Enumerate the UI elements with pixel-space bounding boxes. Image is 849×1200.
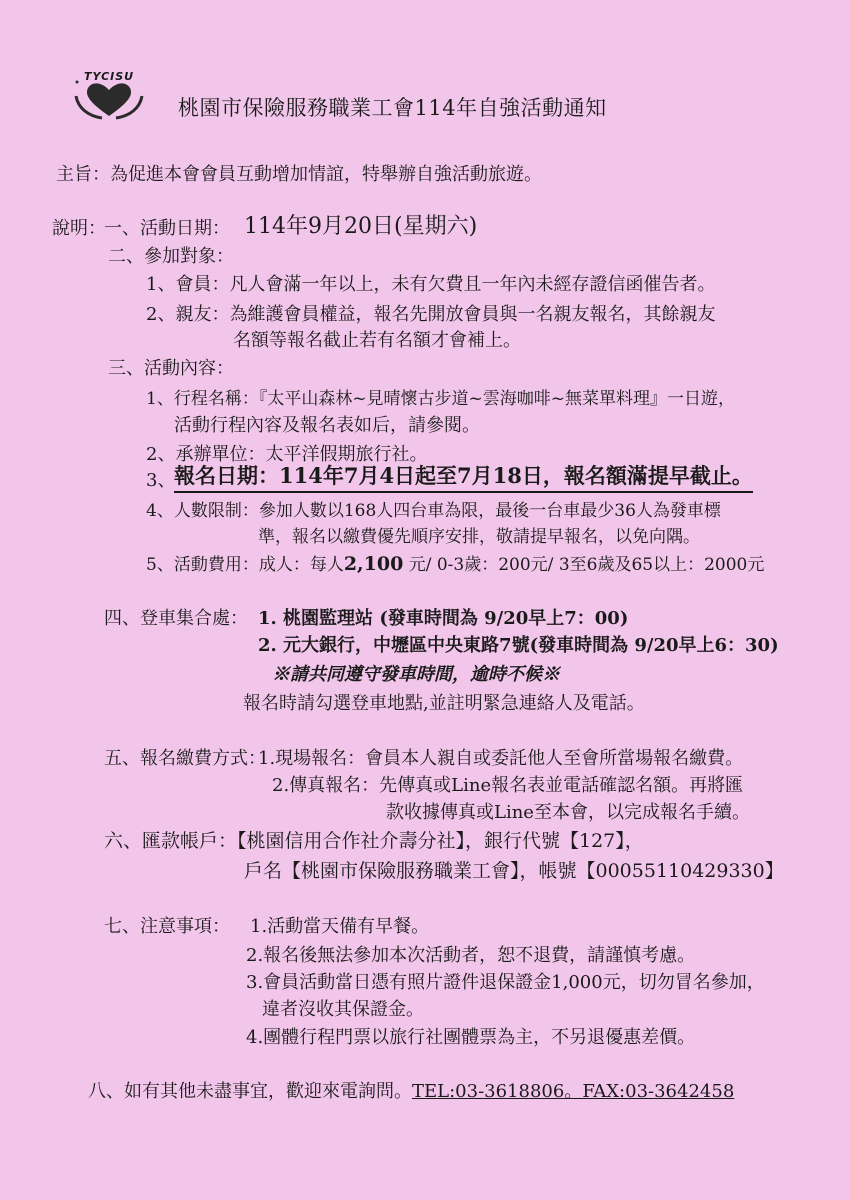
boarding-location-2: 2. 元大銀行，中壢區中央東路7號(發車時間為 9/20早上6：30) [258,635,779,656]
logo-text: TYCISU [84,70,135,83]
participants-relatives-1: 2、親友：為維護會員權益，報名先開放會員與一名親友報名，其餘親友 [146,304,716,325]
note-1: 1.活動當天備有早餐。 [250,916,430,937]
boarding-note: 報名時請勾選登車地點,並註明緊急連絡人及電話。 [243,693,645,714]
note-2: 2.報名後無法參加本次活動者，恕不退費，請謹慎考慮。 [246,945,696,966]
registration-period: 報名日期：114年7月4日起至7月18日，報名額滿提早截止。 [174,460,753,493]
payment-onsite: 1.現場報名：會員本人親自或委託他人至會所當場報名繳費。 [258,748,744,769]
contact-tel-fax: TEL:03-3618806。FAX:03-3642458 [412,1081,735,1102]
remittance-account-2: 戶名【桃園市保險服務職業工會】，帳號【00055110429330】 [244,860,784,882]
note-4: 4.團體行程門票以旅行社團體票為主，不另退優惠差價。 [246,1027,696,1048]
participants-relatives-2: 名額等報名截止若有名額才會補上。 [233,330,521,351]
capacity-limit-1: 4、人數限制：參加人數以168人四台車為限，最後一台車最少36人為發車標 [146,501,721,521]
purpose-text: 主旨：為促進本會會員互動增加情誼，特舉辦自強活動旅遊。 [56,164,542,185]
fees-prefix: 5、活動費用：成人：每人 [146,555,344,575]
date-label: 一、活動日期： [104,218,230,239]
contact-prefix: 八、如有其他未盡事宜，歡迎來電詢問。 [88,1081,412,1102]
registration-num: 3、 [146,470,176,491]
capacity-limit-2: 準，報名以繳費優先順序安排，敬請提早報名，以免向隅。 [258,527,700,547]
fees-suffix: 元/ 0-3歲：200元/ 3至6歲及65以上：2000元 [403,555,765,575]
boarding-label: 四、登車集合處： [104,608,248,629]
contact-info [88,1077,734,1103]
union-logo [74,70,144,122]
payment-fax-1: 2.傳真報名：先傳真或Line報名表並電話確認名額。再將匯 [272,775,744,796]
note-3b: 違者沒收其保證金。 [262,999,424,1020]
itinerary-note: 活動行程內容及報名表如后，請參閱。 [174,415,480,436]
content-label: 三、活動內容： [108,358,234,379]
note-3a: 3.會員活動當日憑有照片證件退保證金1,000元，切勿冒名參加， [246,972,765,993]
fees-adult-amount: 2,100 [343,553,404,575]
fees [146,550,764,575]
itinerary-name: 1、行程名稱：『太平山森林~見晴懷古步道~雲海咖啡~無菜單料理』一日遊， [146,389,736,409]
boarding-notice: ※請共同遵守發車時間，逾時不候※ [272,664,560,685]
boarding-location-1: 1. 桃園監理站 (發車時間為 9/20早上7：00) [258,608,629,629]
organizer: 2、承辦單位：太平洋假期旅行社。 [146,444,428,465]
participants-members: 1、會員：凡人會滿一年以上，未有欠費且一年內未經存證信函催告者。 [146,274,716,295]
payment-label: 五、報名繳費方式： [104,748,266,769]
heart-hands-logo-icon [74,70,144,122]
event-date: 114年9月20日(星期六) [244,214,478,239]
description-label: 說明： [52,218,106,239]
page-title: 桃園市保險服務職業工會114年自強活動通知 [178,96,607,120]
participants-label: 二、參加對象： [108,246,234,267]
remittance-account-1: 六、匯款帳戶：【桃園信用合作社介壽分社】，銀行代號【127】， [104,830,644,852]
notes-label: 七、注意事項： [104,916,230,937]
payment-fax-2: 款收據傳真或Line至本會，以完成報名手續。 [386,802,750,823]
